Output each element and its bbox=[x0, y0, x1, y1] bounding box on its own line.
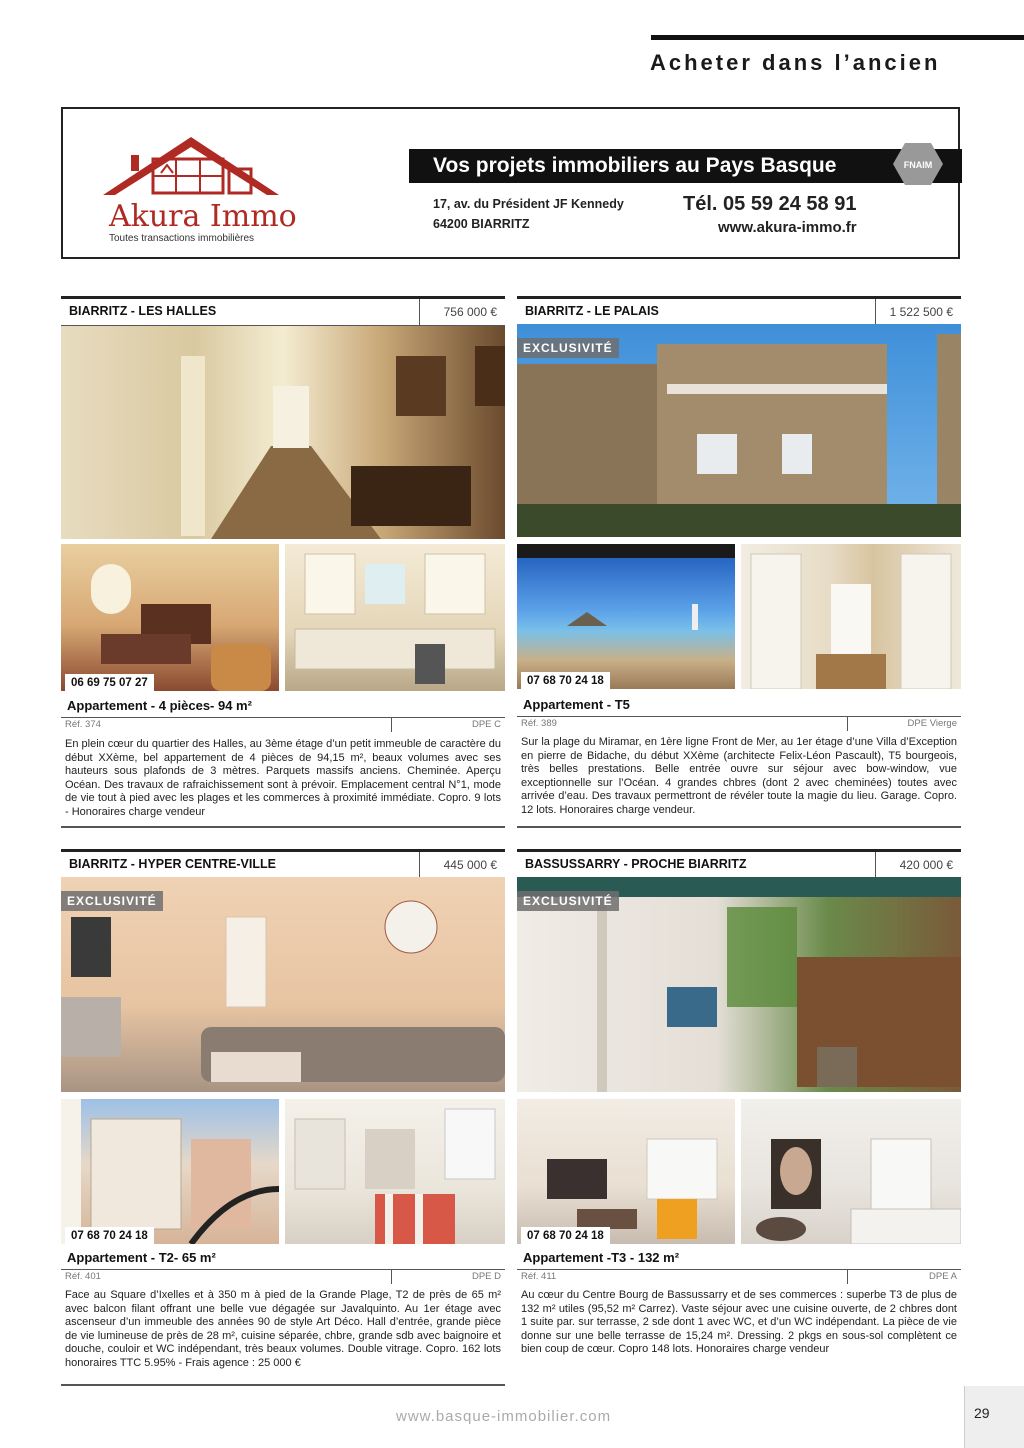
listing-ref-row bbox=[517, 716, 961, 731]
exclusivity-badge: EXCLUSIVITÉ bbox=[517, 338, 619, 358]
listing-description: En plein cœur du quartier des Halles, au 3ème étage d’un petit immeuble de caractère du début XXème, bel appartement de 4 pièces de 94,15 m², beaux volumes avec ses hauteurs sous plafonds de 3 mètres. Parquets massifs anciens. Cheminée. Aperçu Océan. Des travaux de rafraichissement sont à prévoir. Emplacement central N°1, mode de vie tout à pied avec les plages et les commerces à proximité immédiate. Copro. 9 lots - Honoraires charge vendeur bbox=[65, 738, 501, 818]
listing-dpe: DPE C bbox=[391, 718, 505, 732]
secondary-photo-street-view[interactable] bbox=[61, 1099, 279, 1244]
main-photo-living[interactable] bbox=[61, 877, 505, 1092]
brand-name: Akura Immo bbox=[109, 199, 297, 234]
agency-address-street: 17, av. du Président JF Kennedy bbox=[433, 197, 624, 211]
bedroom-scene bbox=[741, 1099, 961, 1244]
listing-phone[interactable]: 06 69 75 07 27 bbox=[65, 674, 154, 691]
dining-area-scene bbox=[285, 1099, 505, 1244]
listing-title: Appartement -T3 - 132 m² bbox=[523, 1250, 680, 1265]
listing-card[interactable] bbox=[61, 849, 505, 1386]
house-logo-icon bbox=[101, 133, 281, 197]
listing-header bbox=[517, 296, 961, 326]
listing-header bbox=[517, 849, 961, 879]
secondary-photo-dining-area[interactable] bbox=[285, 1099, 505, 1244]
page-number: 29 bbox=[974, 1405, 990, 1421]
listing-footer-rule bbox=[61, 1384, 505, 1386]
top-rule bbox=[651, 35, 1024, 40]
listing-price: 420 000 € bbox=[875, 852, 961, 878]
fnaim-label: FNAIM bbox=[903, 160, 933, 170]
listing-price: 445 000 € bbox=[419, 852, 505, 878]
entrance-scene bbox=[741, 544, 961, 689]
main-photo-terrace[interactable] bbox=[517, 877, 961, 1092]
listing-card[interactable] bbox=[61, 296, 505, 826]
listing-phone[interactable]: 07 68 70 24 18 bbox=[65, 1227, 154, 1244]
dining-scene bbox=[61, 544, 279, 691]
section-title: Acheter dans l’ancien bbox=[650, 50, 941, 75]
main-photo-hallway[interactable] bbox=[61, 326, 505, 539]
secondary-photo-kitchen[interactable] bbox=[285, 544, 505, 691]
listing-ref: Réf. 389 bbox=[521, 718, 557, 729]
footer-website-link[interactable]: www.basque-immobilier.com bbox=[396, 1408, 612, 1425]
listing-title: Appartement - T2- 65 m² bbox=[67, 1250, 216, 1265]
listing-dpe: DPE Vierge bbox=[847, 717, 961, 731]
listing-card[interactable] bbox=[517, 849, 961, 1386]
listing-ref-row bbox=[61, 1269, 505, 1284]
secondary-photo-lounge[interactable] bbox=[517, 1099, 735, 1244]
listing-ref-row bbox=[517, 1269, 961, 1284]
listing-ref-row bbox=[61, 717, 505, 732]
listing-location: BIARRITZ - LES HALLES bbox=[69, 304, 217, 318]
listing-description: Au cœur du Centre Bourg de Bassussarry et de ses commerces : superbe T3 de plus de 132 m² utiles (95,52 m² Carrez). Vaste séjour avec une cuisine ouverte, de 2 chbres dont 1 suite par. sur terrasse, 2 sde dont 1 avec WC, et d’un WC indépendant. La pièce de vie donne sur une belle terrasse de 15,24 m². Dressing. 2 pkgs en sous-sol complètent ce bien coup de cœur. Copro 148 lots. Honoraires charge vendeur bbox=[521, 1289, 957, 1356]
listing-phone[interactable]: 07 68 70 24 18 bbox=[521, 672, 610, 689]
listing-card[interactable] bbox=[517, 296, 961, 826]
listing-phone[interactable]: 07 68 70 24 18 bbox=[521, 1227, 610, 1244]
page-number-tab bbox=[964, 1386, 1024, 1448]
lounge-scene bbox=[517, 1099, 735, 1244]
listing-title: Appartement - 4 pièces- 94 m² bbox=[67, 698, 252, 713]
agency-banner[interactable] bbox=[61, 107, 960, 259]
listing-location: BIARRITZ - LE PALAIS bbox=[525, 304, 659, 318]
listing-title: Appartement - T5 bbox=[523, 697, 630, 712]
secondary-photo-beach[interactable] bbox=[517, 544, 735, 689]
listing-description: Face au Square d’Ixelles et à 350 m à pied de la Grande Plage, T2 de près de 65 m² avec balcon filant offrant une belle vue dégagée sur Javalquinto. Au 1er étage avec ascenseur d’un immeuble des années 90 de style Art Déco. Hall d’entrée, grande pièce de vie lumineuse de près de 28 m², cuisine séparée, chbre, grande sdb avec baignoire et douche, couloir et WC indépendant, très beaux volumes. Double vitrage. Copro. 162 lots honoraires TTC 5.95% - Frais agence : 25 000 € bbox=[65, 1289, 501, 1369]
agency-address-city: 64200 BIARRITZ bbox=[433, 217, 530, 231]
secondary-photo-dining[interactable] bbox=[61, 544, 279, 691]
listing-price: 1 522 500 € bbox=[875, 299, 961, 325]
listing-location: BIARRITZ - HYPER CENTRE-VILLE bbox=[69, 857, 276, 871]
listing-header bbox=[61, 296, 505, 326]
listing-header bbox=[61, 849, 505, 879]
fnaim-badge-icon bbox=[893, 141, 943, 187]
kitchen-scene bbox=[285, 544, 505, 691]
agency-website-link[interactable]: www.akura-immo.fr bbox=[718, 219, 857, 236]
exclusivity-badge: EXCLUSIVITÉ bbox=[517, 891, 619, 911]
listing-ref: Réf. 374 bbox=[65, 719, 101, 730]
hallway-scene bbox=[61, 326, 505, 539]
listing-dpe: DPE A bbox=[847, 1270, 961, 1284]
secondary-photo-entrance[interactable] bbox=[741, 544, 961, 689]
main-photo-villa[interactable] bbox=[517, 324, 961, 537]
listing-footer-rule bbox=[517, 826, 961, 828]
listing-dpe: DPE D bbox=[391, 1270, 505, 1284]
beach-scene bbox=[517, 544, 735, 689]
listing-description: Sur la plage du Miramar, en 1ère ligne Front de Mer, au 1er étage d’une Villa d’Exception en pierre de Bidache, du début XXème (architecte Felix-Léon Pascault), T5 bourgeois, très belles prestations. Belle entrée ouvre sur séjour avec bow-window, vue exceptionnelle sur l’Océan. 4 grandes chbres (dont 2 avec cheminées) toutes avec arrivée d’eau. Des travaux permettront de révéler toute la magie du lieu. Garage. Copro. 12 lots. Honoraires charge vendeur. bbox=[521, 736, 957, 816]
brand-tagline: Toutes transactions immobilières bbox=[109, 233, 255, 244]
listing-footer-rule bbox=[61, 826, 505, 828]
secondary-photo-bedroom[interactable] bbox=[741, 1099, 961, 1244]
street-scene bbox=[61, 1099, 279, 1244]
listing-ref: Réf. 401 bbox=[65, 1271, 101, 1282]
listing-price: 756 000 € bbox=[419, 299, 505, 325]
exclusivity-badge: EXCLUSIVITÉ bbox=[61, 891, 163, 911]
agency-slogan: Vos projets immobiliers au Pays Basque bbox=[409, 149, 962, 183]
listing-ref: Réf. 411 bbox=[521, 1271, 557, 1282]
listing-location: BASSUSSARRY - PROCHE BIARRITZ bbox=[525, 857, 747, 871]
agency-phone[interactable]: Tél. 05 59 24 58 91 bbox=[683, 193, 857, 215]
